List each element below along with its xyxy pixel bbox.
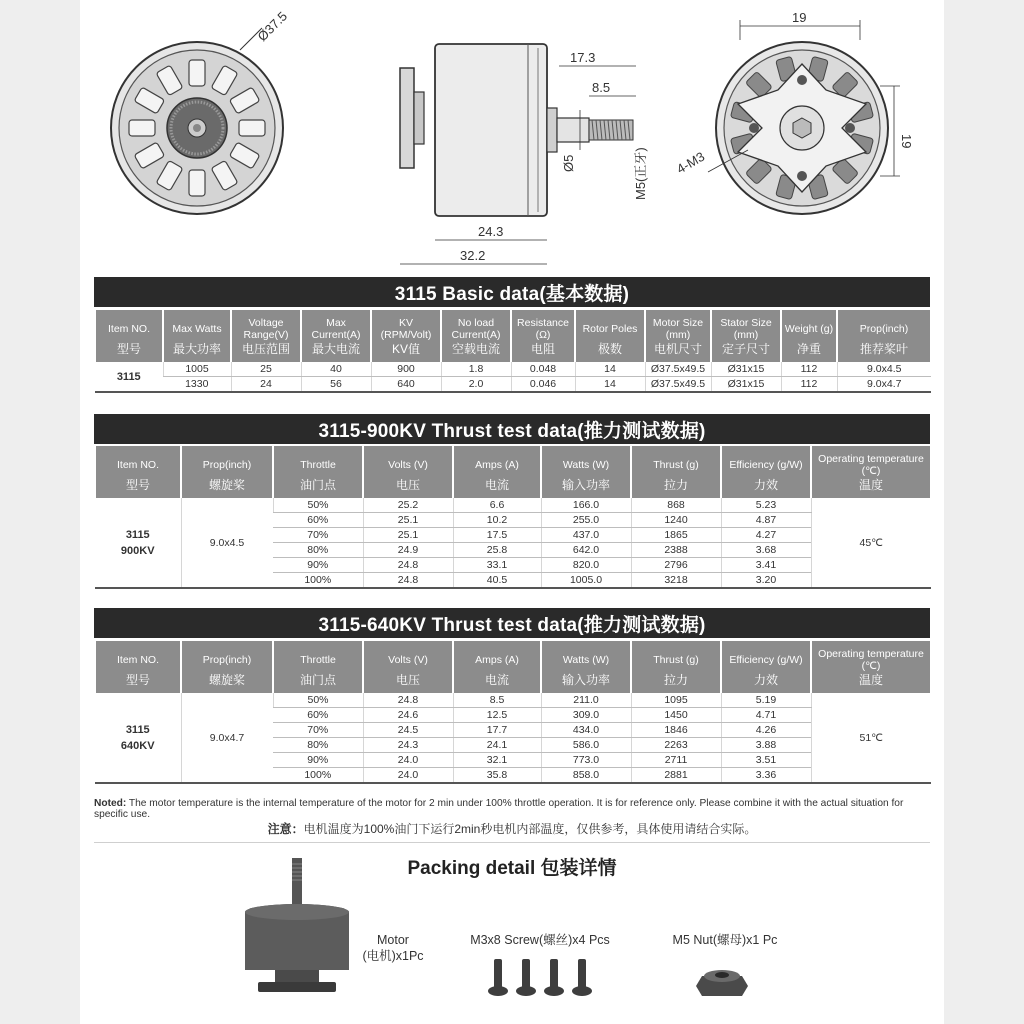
table-cell: 25.1 (363, 513, 453, 528)
prop-cell: 9.0x4.5 (181, 498, 273, 588)
column-header-cn: 电流 (484, 673, 509, 687)
column-header-en: Resistance (Ω) (517, 317, 569, 341)
column-header-cn: 油门点 (299, 478, 336, 492)
column-header-en: Max Watts (172, 323, 222, 335)
column-header-cn: 空载电流 (451, 342, 500, 356)
table-cell: 24.0 (363, 753, 453, 768)
column-header-cn: 型号 (116, 342, 141, 356)
table-cell: 3.68 (721, 543, 811, 558)
table-cell: 24.5 (363, 723, 453, 738)
thrust-900kv-table (94, 446, 932, 589)
table-cell: 33.1 (453, 558, 541, 573)
column-header (541, 446, 631, 498)
column-header-en: Rotor Poles (582, 323, 638, 335)
column-header-en: Operating temperature (℃) (818, 453, 924, 477)
table-cell: 211.0 (541, 693, 631, 708)
table-cell: 12.5 (453, 708, 541, 723)
screw-label: M3x8 Screw(螺丝)x4 Pcs (470, 933, 610, 947)
table-cell: 112 (781, 362, 837, 377)
vent-slot (239, 120, 265, 136)
column-header-en: Operating temperature (℃) (818, 648, 924, 672)
item-number-line2: 900KV (120, 544, 155, 557)
dim-8-5: 8.5 (592, 80, 611, 95)
column-header-en: Motor Size (mm) (652, 317, 704, 341)
column-header-en: Prop(inch) (859, 323, 909, 335)
column-header-en: Efficiency (g/W) (729, 654, 803, 666)
table-cell: 309.0 (541, 708, 631, 723)
column-header-en: Max Current(A) (311, 317, 361, 341)
dim-thread: M5(正牙) (633, 147, 648, 200)
table-cell: 32.1 (453, 753, 541, 768)
column-header (631, 446, 721, 498)
column-header (273, 446, 363, 498)
column-header (511, 310, 575, 362)
dim-shaft: Ø5 (561, 154, 576, 172)
column-header-en: Amps (A) (475, 654, 519, 666)
column-header-cn: 输入功率 (561, 673, 610, 687)
item-number-cell: 3115 (95, 362, 163, 392)
table-cell: 3.51 (721, 753, 811, 768)
dim-side-19: 19 (899, 134, 914, 149)
table-cell: 60% (273, 708, 363, 723)
table-cell: 5.19 (721, 693, 811, 708)
column-header-cn: 电压 (395, 673, 420, 687)
table-cell: 9.0x4.7 (837, 377, 931, 393)
column-header-en: Item NO. (116, 654, 159, 666)
table-cell: 773.0 (541, 753, 631, 768)
table-cell: 3.20 (721, 573, 811, 589)
column-header-en: Throttle (300, 459, 336, 471)
column-header-en: Prop(inch) (202, 654, 252, 666)
table-cell: 4.87 (721, 513, 811, 528)
table-cell: 642.0 (541, 543, 631, 558)
table-cell: 40 (301, 362, 371, 377)
column-header (363, 641, 453, 693)
column-header (301, 310, 371, 362)
column-header-cn: 电压范围 (241, 342, 290, 356)
column-header-cn: 最大电流 (311, 342, 360, 356)
table-cell: 80% (273, 543, 363, 558)
column-header-cn: 螺旋桨 (208, 673, 245, 687)
table-cell: 900 (371, 362, 441, 377)
table-row (95, 377, 931, 393)
table-cell: 1865 (631, 528, 721, 543)
note-chinese-label: 注意： (267, 822, 304, 836)
table-cell: 56 (301, 377, 371, 393)
item-number-line2: 640KV (120, 739, 155, 752)
table-cell: 1.8 (441, 362, 511, 377)
temperature-cell: 51℃ (811, 693, 931, 783)
column-header (453, 446, 541, 498)
table-cell: 14 (575, 362, 645, 377)
column-header-cn: 电机尺寸 (653, 342, 702, 356)
prop-cell: 9.0x4.7 (181, 693, 273, 783)
column-header-en: Volts (V) (388, 654, 428, 666)
table-cell: 640 (371, 377, 441, 393)
table-cell: 1450 (631, 708, 721, 723)
table-cell: 50% (273, 498, 363, 513)
table-cell: 3.88 (721, 738, 811, 753)
table-cell: 166.0 (541, 498, 631, 513)
column-header-en: Prop(inch) (202, 459, 252, 471)
table-cell: Ø37.5x49.5 (645, 362, 711, 377)
table-cell: 434.0 (541, 723, 631, 738)
table-cell: 8.5 (453, 693, 541, 708)
basic-data-title: 3115 Basic data(基本数据) (94, 277, 930, 307)
basic-data-table (94, 310, 932, 393)
vent-slot (129, 120, 155, 136)
table-cell: 112 (781, 377, 837, 393)
column-header (711, 310, 781, 362)
table-cell: 1095 (631, 693, 721, 708)
table-cell: 2711 (631, 753, 721, 768)
table-cell: 2881 (631, 768, 721, 784)
note-chinese (80, 820, 944, 837)
column-header-cn: 最大功率 (172, 342, 221, 356)
column-header-en: Voltage Range(V) (243, 317, 289, 341)
column-header-cn: 电流 (484, 478, 509, 492)
table-cell: 25.8 (453, 543, 541, 558)
column-header (181, 641, 273, 693)
column-header-cn: KV值 (391, 342, 420, 356)
table-cell: 60% (273, 513, 363, 528)
table-row (95, 498, 931, 513)
column-header-cn: 定子尺寸 (721, 342, 770, 356)
column-header (575, 310, 645, 362)
divider (94, 842, 930, 843)
spec-sheet (80, 0, 944, 1024)
packing-title: Packing detail 包装详情 (407, 858, 617, 879)
table-cell: 5.23 (721, 498, 811, 513)
table-cell: Ø31x15 (711, 362, 781, 377)
table-cell: 1005 (163, 362, 231, 377)
column-header (95, 641, 181, 693)
column-header-cn: 力效 (753, 478, 778, 492)
column-header (163, 310, 231, 362)
column-header-cn: 温度 (858, 478, 883, 492)
table-cell: 25 (231, 362, 301, 377)
column-header (95, 310, 163, 362)
temperature-cell: 45℃ (811, 498, 931, 588)
table-cell: 1846 (631, 723, 721, 738)
thrust-640kv-title: 3115-640KV Thrust test data(推力测试数据) (94, 608, 930, 638)
note-chinese-text: 电机温度为100%油门下运行2min秒电机内部温度，仅供参考，具体使用请结合实际。 (303, 822, 757, 836)
table-cell: 437.0 (541, 528, 631, 543)
note-english-text: The motor temperature is the internal temperature of the motor for 2 min under 100% throttle operation. It is for reference only. Please combine it with the actual situation for specific use. (94, 798, 904, 820)
column-header-cn: 拉力 (663, 673, 688, 687)
column-header (541, 641, 631, 693)
table-cell: 4.71 (721, 708, 811, 723)
column-header (231, 310, 301, 362)
motor-label-line2: (电机)x1Pc (362, 949, 424, 963)
note-english-label: Noted: (94, 798, 127, 809)
column-header-en: Throttle (300, 654, 336, 666)
column-header (645, 310, 711, 362)
vent-slot (189, 60, 205, 86)
dim-17-3: 17.3 (570, 50, 596, 65)
column-header-en: Item NO. (107, 323, 150, 335)
column-header-cn: 温度 (858, 673, 883, 687)
column-header-en: KV (RPM/Volt) (380, 317, 432, 341)
dim-24-3: 24.3 (478, 224, 504, 239)
table-cell: 24.3 (363, 738, 453, 753)
column-header (363, 446, 453, 498)
table-cell: 1330 (163, 377, 231, 393)
table-cell: 24.9 (363, 543, 453, 558)
column-header-cn: 极数 (597, 342, 622, 356)
column-header-cn: 力效 (753, 673, 778, 687)
column-header (453, 641, 541, 693)
motor-side-view (400, 44, 648, 264)
column-header-cn: 螺旋桨 (208, 478, 245, 492)
table-cell: 90% (273, 753, 363, 768)
table-cell: 24.6 (363, 708, 453, 723)
column-header (631, 641, 721, 693)
table-cell: 4.27 (721, 528, 811, 543)
table-row (95, 693, 931, 708)
column-header (181, 446, 273, 498)
table-cell: 255.0 (541, 513, 631, 528)
nut-photo (692, 962, 752, 1002)
table-cell: 868 (631, 498, 721, 513)
vent-slot (189, 170, 205, 196)
column-header-cn: 电阻 (530, 342, 555, 356)
motor-front-view (111, 8, 290, 214)
column-header (781, 310, 837, 362)
table-cell: 100% (273, 768, 363, 784)
column-header-cn: 输入功率 (561, 478, 610, 492)
thrust-640kv-table (94, 641, 932, 784)
table-row (95, 362, 931, 377)
table-cell: Ø37.5x49.5 (645, 377, 711, 393)
table-cell: 24.0 (363, 768, 453, 784)
column-header-cn: 净重 (796, 342, 821, 356)
column-header-cn: 拉力 (663, 478, 688, 492)
dim-top-19: 19 (792, 10, 807, 25)
dim-diameter: Ø37.5 (254, 8, 291, 45)
table-cell: 2.0 (441, 377, 511, 393)
column-header-cn: 型号 (125, 673, 150, 687)
table-cell: 40.5 (453, 573, 541, 589)
table-cell: 820.0 (541, 558, 631, 573)
table-cell: 10.2 (453, 513, 541, 528)
column-header-en: No load Current(A) (451, 317, 501, 341)
column-header-cn: 推荐桨叶 (859, 342, 908, 356)
column-header-cn: 型号 (125, 478, 150, 492)
column-header-cn: 电压 (395, 478, 420, 492)
table-cell: 1005.0 (541, 573, 631, 589)
table-cell: 70% (273, 528, 363, 543)
table-cell: 2796 (631, 558, 721, 573)
table-cell: 24.8 (363, 558, 453, 573)
item-number-line1: 3115 (125, 723, 150, 736)
table-cell: 1240 (631, 513, 721, 528)
table-cell: Ø31x15 (711, 377, 781, 393)
table-cell: 0.048 (511, 362, 575, 377)
column-header (837, 310, 931, 362)
table-cell: 0.046 (511, 377, 575, 393)
table-cell: 70% (273, 723, 363, 738)
table-cell: 4.26 (721, 723, 811, 738)
table-cell: 50% (273, 693, 363, 708)
column-header-en: Thrust (g) (653, 459, 699, 471)
table-cell: 9.0x4.5 (837, 362, 931, 377)
table-cell: 24.8 (363, 693, 453, 708)
table-cell: 2263 (631, 738, 721, 753)
column-header-en: Efficiency (g/W) (729, 459, 803, 471)
table-cell: 35.8 (453, 768, 541, 784)
dim-32-2: 32.2 (460, 248, 486, 263)
column-header-en: Stator Size (mm) (720, 317, 772, 341)
table-cell: 17.5 (453, 528, 541, 543)
table-cell: 2388 (631, 543, 721, 558)
column-header (721, 641, 811, 693)
table-cell: 6.6 (453, 498, 541, 513)
table-cell: 25.2 (363, 498, 453, 513)
table-cell: 14 (575, 377, 645, 393)
column-header (441, 310, 511, 362)
motor-label-line1: Motor (377, 933, 409, 947)
table-cell: 586.0 (541, 738, 631, 753)
table-cell: 90% (273, 558, 363, 573)
item-number-cell (95, 498, 181, 588)
column-header (371, 310, 441, 362)
motor-bottom-view (674, 10, 914, 214)
column-header-en: Weight (g) (784, 323, 834, 335)
thrust-900kv-title: 3115-900KV Thrust test data(推力测试数据) (94, 414, 930, 444)
motor-photo (230, 850, 370, 1000)
column-header-cn: 油门点 (299, 673, 336, 687)
column-header-en: Watts (W) (562, 459, 610, 471)
note-english (94, 798, 930, 820)
table-cell: 3218 (631, 573, 721, 589)
item-number-cell (95, 693, 181, 783)
table-cell: 3.36 (721, 768, 811, 784)
column-header (721, 446, 811, 498)
table-cell: 100% (273, 573, 363, 589)
column-header (811, 446, 931, 498)
table-cell: 25.1 (363, 528, 453, 543)
table-cell: 24.1 (453, 738, 541, 753)
screws-photo (480, 955, 600, 1000)
dim-screws: 4-M3 (674, 148, 708, 177)
table-cell: 80% (273, 738, 363, 753)
column-header-en: Item NO. (116, 459, 159, 471)
nut-label: M5 Nut(螺母)x1 Pc (672, 933, 778, 947)
table-cell: 3.41 (721, 558, 811, 573)
column-header-en: Amps (A) (475, 459, 519, 471)
table-cell: 24.8 (363, 573, 453, 589)
table-cell: 24 (231, 377, 301, 393)
technical-drawings (80, 0, 944, 272)
column-header (95, 446, 181, 498)
item-number-line1: 3115 (125, 528, 150, 541)
table-cell: 858.0 (541, 768, 631, 784)
column-header-en: Volts (V) (388, 459, 428, 471)
column-header-en: Thrust (g) (653, 654, 699, 666)
table-cell: 17.7 (453, 723, 541, 738)
column-header (811, 641, 931, 693)
column-header (273, 641, 363, 693)
motor-label (350, 932, 436, 964)
column-header-en: Watts (W) (562, 654, 610, 666)
